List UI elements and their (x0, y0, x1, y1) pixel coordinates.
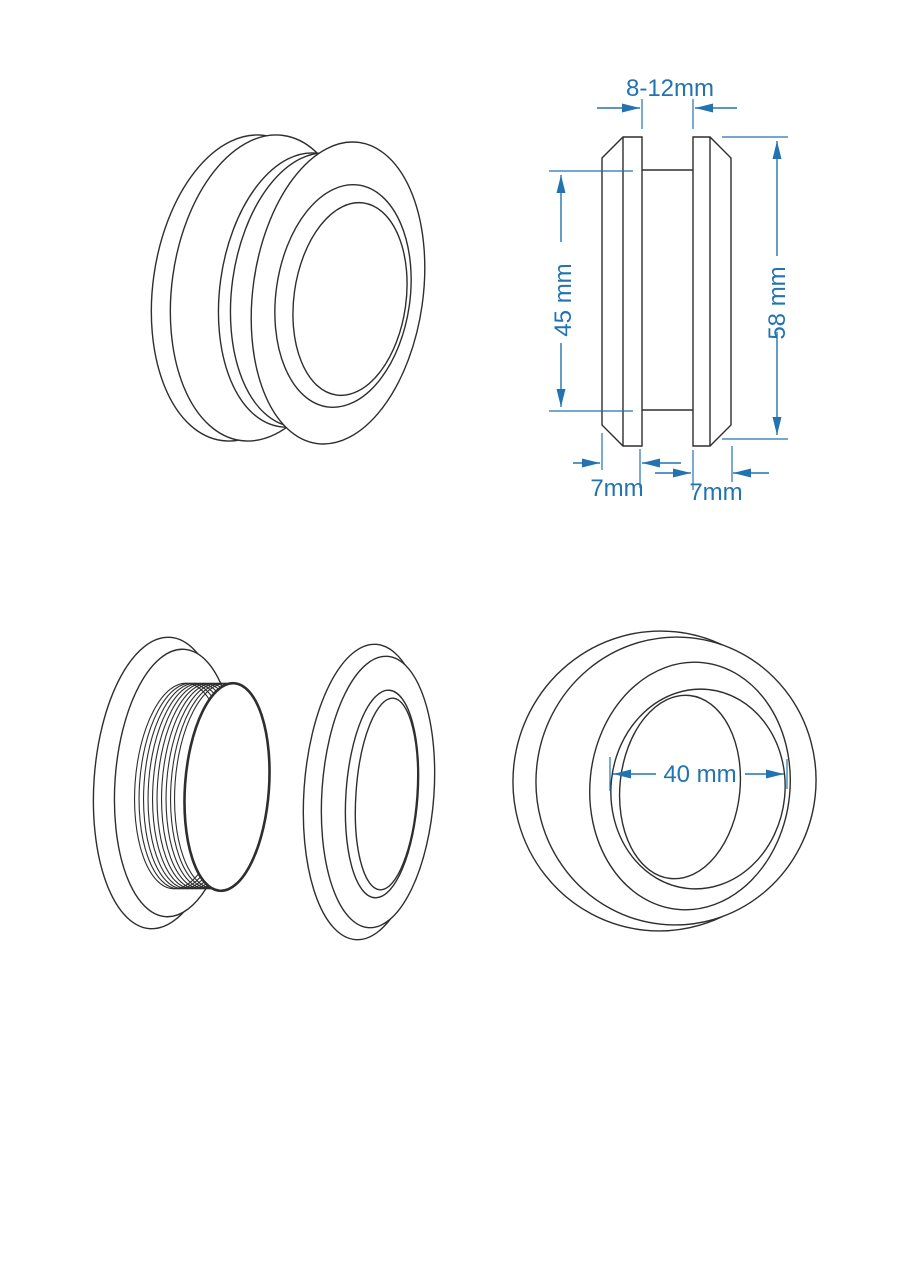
dim-right-thickness-label: 7mm (689, 479, 743, 506)
isometric-grommet-view (132, 123, 443, 455)
dim-glass-thickness-label: 8-12mm (625, 75, 715, 102)
dim-left-thickness-label: 7mm (590, 475, 644, 502)
dim-inner-height-label: 45 mm (550, 263, 577, 337)
front-view (498, 616, 830, 945)
dim-hole-diameter-label: 40 mm (663, 761, 737, 788)
exploded-view (84, 633, 443, 944)
right-flange-outline (693, 137, 731, 446)
dim-outer-height-label: 58 mm (764, 266, 791, 340)
section-view (549, 75, 791, 506)
left-flange-outline (602, 137, 642, 446)
